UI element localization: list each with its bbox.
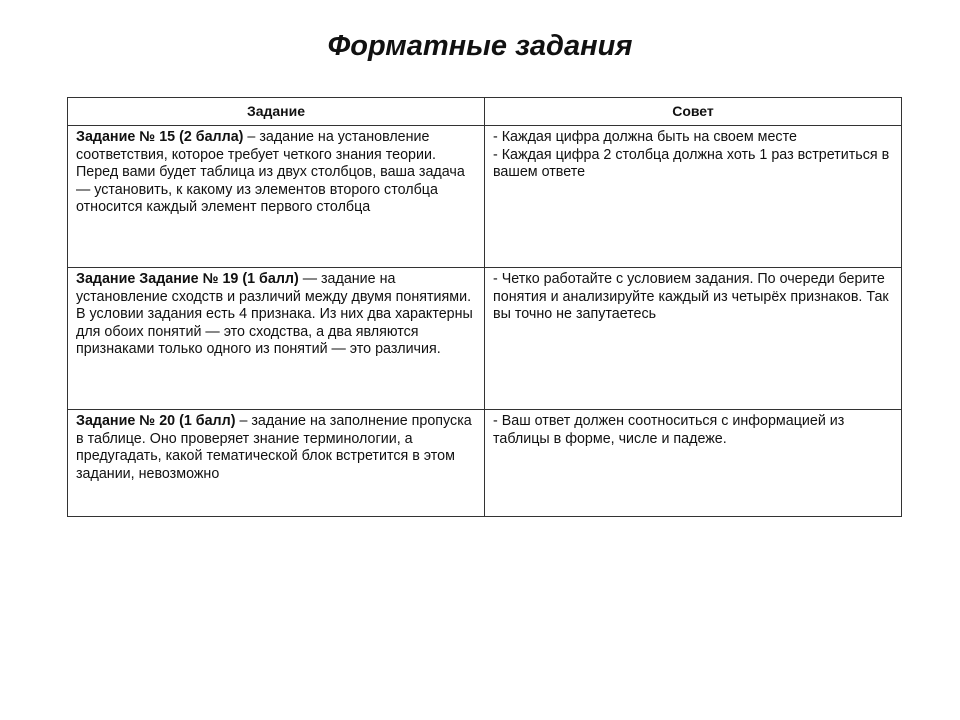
task-description: – задание на установление соответствия, которое требует четкого знания теории. Перед вами будет таблица из двух столбцов, ваша задача — установить, к какому из элементов второго столбца относится каждый элемент первого столбца <box>76 129 465 216</box>
header-advice: Совет <box>485 98 902 126</box>
advice-item: - Каждая цифра 2 столбца должна хоть 1 раз встретиться в вашем ответе <box>493 146 890 181</box>
task-number: Задание № 20 (1 балл) <box>76 413 236 429</box>
advice-item: - Ваш ответ должен соотноситься с информацией из таблицы в форме, числе и падеже. <box>493 413 845 447</box>
advice-cell <box>485 268 902 410</box>
slide-title: Форматные задания <box>327 30 633 62</box>
tasks-table <box>67 97 902 517</box>
table-row <box>68 268 902 410</box>
task-number: Задание № 15 (2 балла) <box>76 129 244 145</box>
table-header-row <box>68 98 902 126</box>
task-description: – задание на заполнение пропуска в таблице. Оно проверяет знание терминологии, а предугадать, какой тематической блок встретится в этом задании, невозможно <box>76 413 472 482</box>
task-cell <box>68 410 485 517</box>
advice-item: - Каждая цифра должна быть на своем месте <box>493 129 797 145</box>
table-row <box>68 126 902 268</box>
task-cell <box>68 268 485 410</box>
task-cell <box>68 126 485 268</box>
header-task: Задание <box>68 98 485 126</box>
advice-cell <box>485 410 902 517</box>
task-description: — задание на установление сходств и различий между двумя понятиями. В условии задания есть 4 признака. Из них два характерны для обоих понятий — это сходства, а два являются признаками только одного из понятий — это различия. <box>76 271 473 358</box>
table-row <box>68 410 902 517</box>
task-number: Задание Задание № 19 (1 балл) <box>76 271 299 287</box>
advice-cell <box>485 126 902 268</box>
advice-item: - Четко работайте с условием задания. По очереди берите понятия и анализируйте каждый из четырёх признаков. Так вы точно не запутаетесь <box>493 271 889 323</box>
